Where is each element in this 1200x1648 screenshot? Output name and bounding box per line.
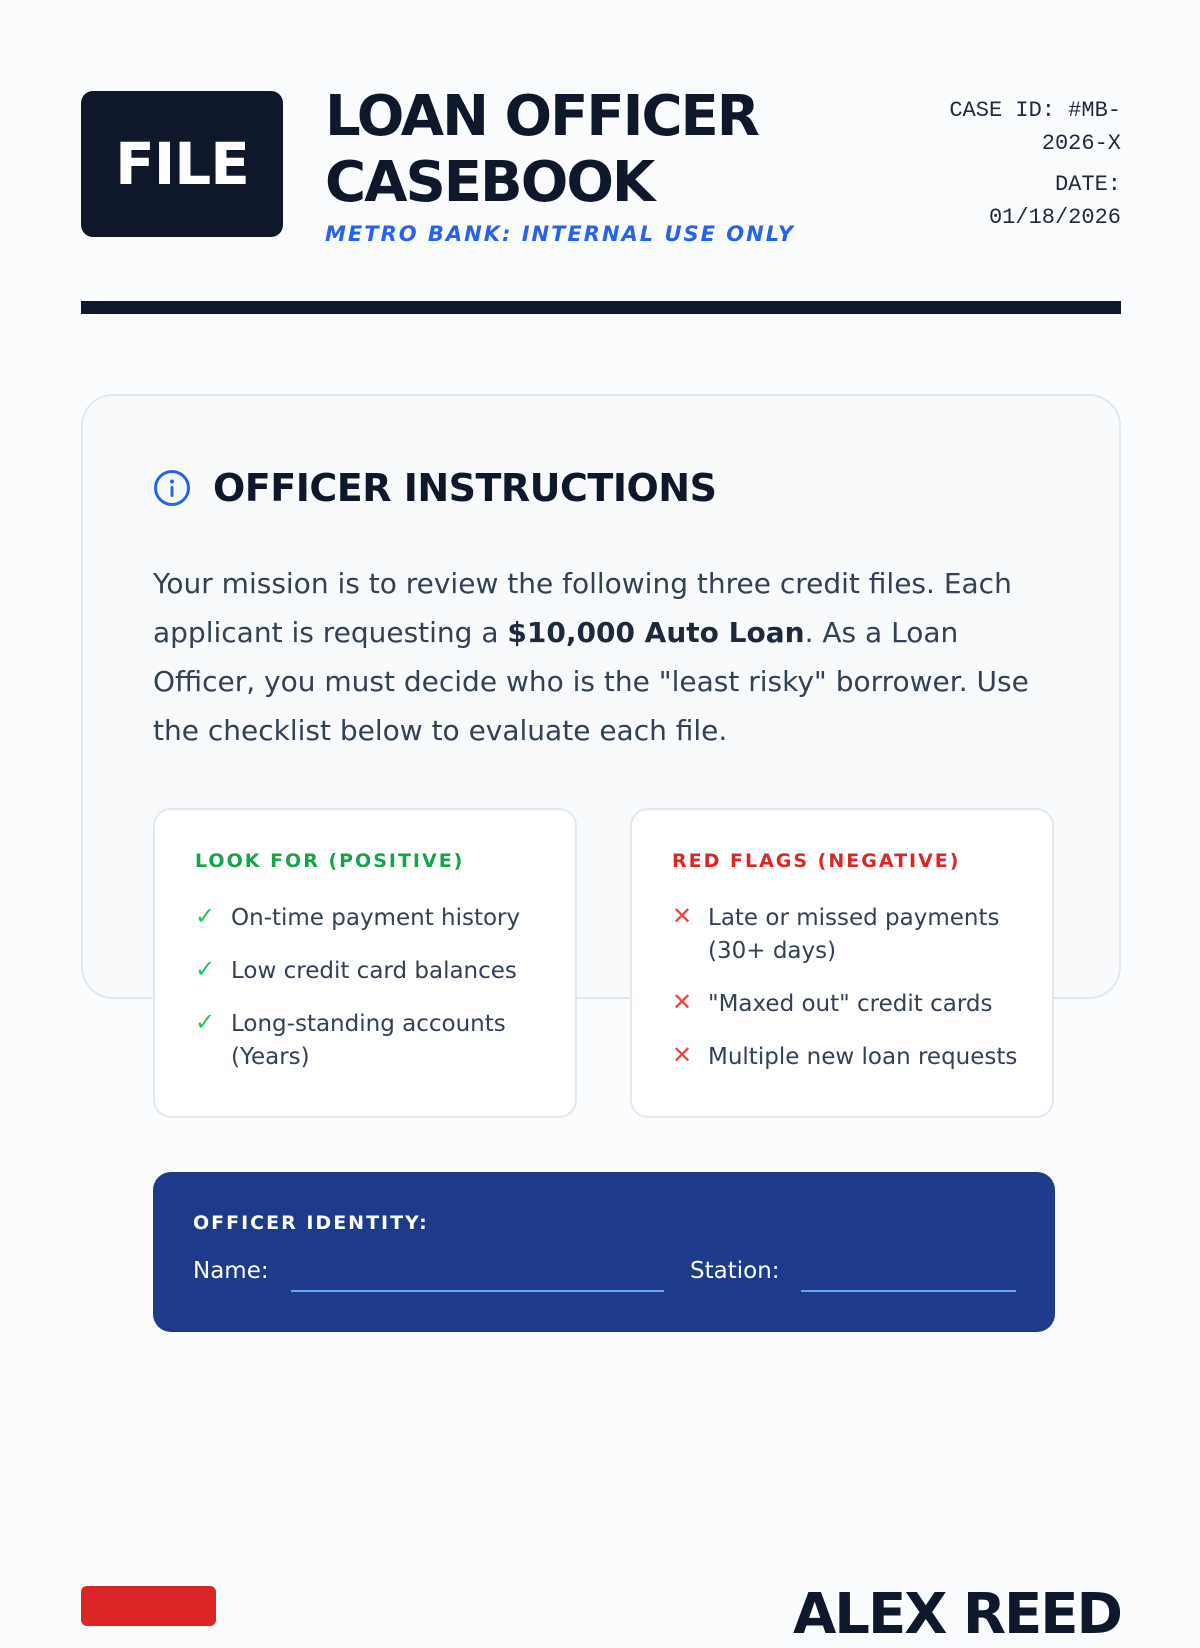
list-item	[672, 988, 1032, 1021]
name-field[interactable]	[291, 1290, 664, 1292]
identity-title: OFFICER IDENTITY:	[193, 1212, 429, 1234]
file-tab-badge	[81, 1586, 216, 1626]
page-subtitle: METRO BANK: INTERNAL USE ONLY	[325, 222, 796, 246]
check-icon: ✓	[195, 902, 216, 930]
info-icon	[153, 469, 191, 507]
mission-text-start: Your mission is to review the following three credit files. Each applicant is requesting a	[153, 567, 1012, 649]
officer-identity-panel	[153, 1172, 1055, 1332]
instructions-heading	[153, 466, 716, 510]
loan-amount: $10,000 Auto Loan	[507, 616, 805, 649]
mission-text-end: . As a Loan Officer, you must decide who is the "least risky" borrower. Use the checklist below to evaluate each file.	[153, 616, 1029, 747]
list-item	[672, 902, 1032, 968]
list-item-label: On-time payment history	[231, 905, 521, 931]
positive-checklist	[153, 808, 577, 1118]
case-meta	[901, 94, 1121, 234]
cross-icon: ✕	[672, 1041, 693, 1069]
file-badge: FILE	[81, 91, 283, 237]
positive-title: LOOK FOR (POSITIVE)	[195, 850, 465, 872]
negative-title: RED FLAGS (NEGATIVE)	[672, 850, 961, 872]
date-label: DATE:	[1054, 172, 1121, 197]
list-item	[672, 1041, 1032, 1074]
title-block	[325, 84, 885, 246]
mission-text	[153, 559, 1063, 755]
station-label: Station:	[690, 1258, 780, 1284]
list-item	[195, 902, 555, 935]
check-icon: ✓	[195, 1008, 216, 1036]
next-applicant-name: ALEX REED	[792, 1582, 1121, 1647]
negative-list	[672, 902, 1032, 1094]
check-icon: ✓	[195, 955, 216, 983]
negative-checklist	[630, 808, 1054, 1118]
instructions-title: OFFICER INSTRUCTIONS	[213, 466, 717, 510]
date-value: 01/18/2026	[988, 205, 1121, 230]
cross-icon: ✕	[672, 902, 693, 930]
list-item-label: Late or missed payments (30+ days)	[708, 905, 1000, 964]
name-label: Name:	[193, 1258, 269, 1284]
list-item	[195, 1008, 555, 1074]
list-item	[195, 955, 555, 988]
positive-list	[195, 902, 555, 1094]
list-item-label: Low credit card balances	[231, 958, 517, 984]
station-field[interactable]	[801, 1290, 1016, 1292]
header-divider	[81, 301, 1121, 314]
list-item-label: Long-standing accounts (Years)	[231, 1011, 506, 1070]
list-item-label: Multiple new loan requests	[708, 1044, 1018, 1070]
page-title: LOAN OFFICER CASEBOOK	[325, 84, 758, 215]
list-item-label: "Maxed out" credit cards	[708, 991, 993, 1017]
cross-icon: ✕	[672, 988, 693, 1016]
instructions-card	[81, 394, 1121, 1284]
case-id: CASE ID: #MB-2026-X	[949, 98, 1121, 156]
